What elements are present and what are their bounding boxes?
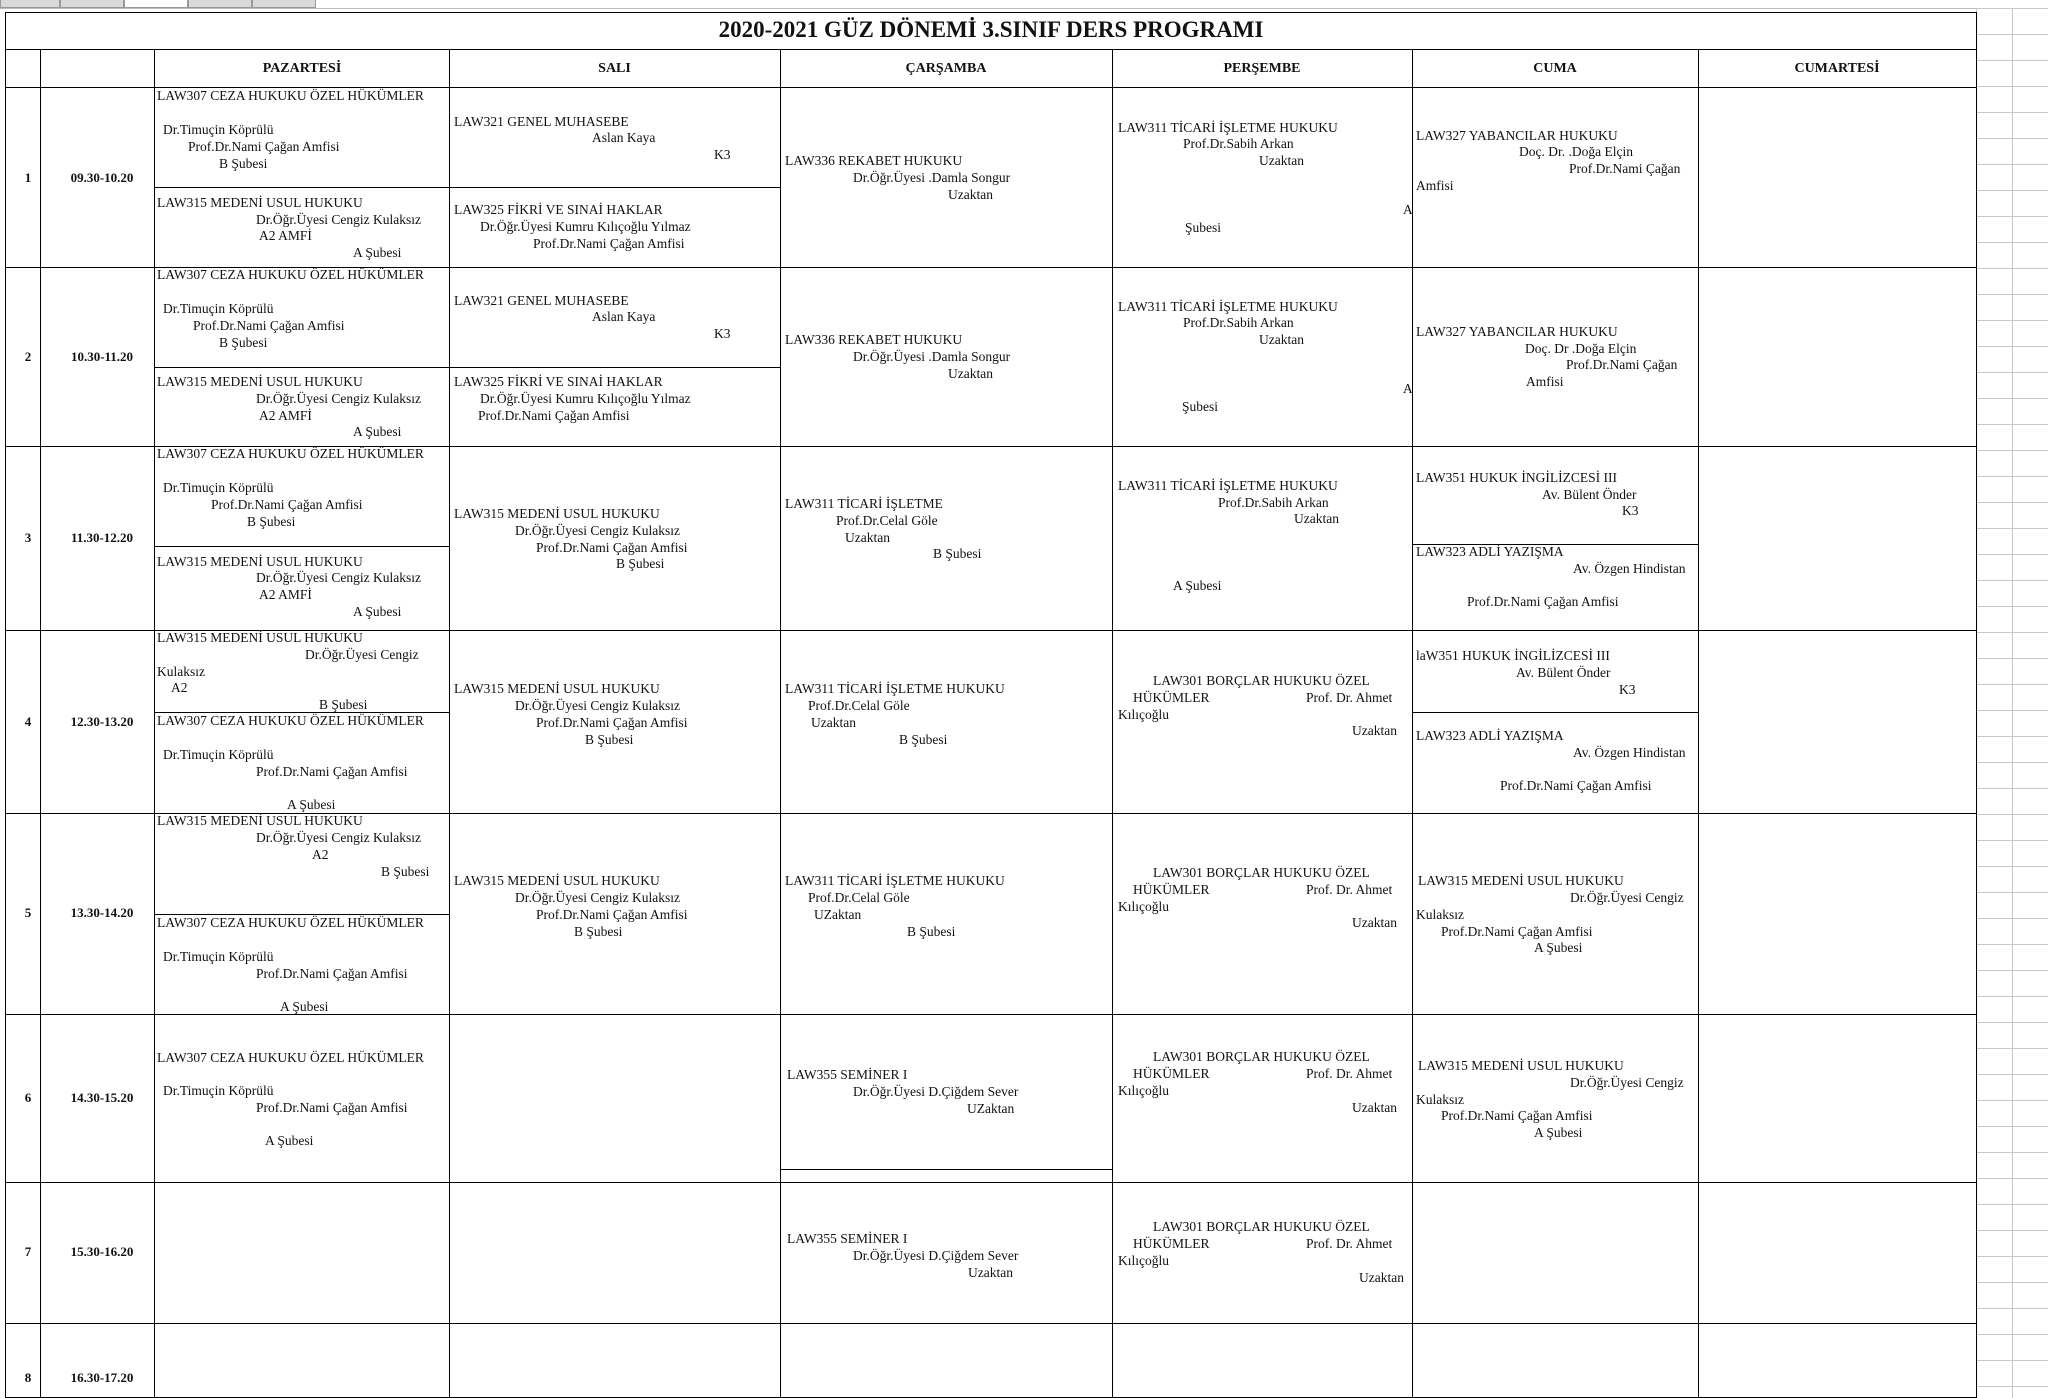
location: Prof.Dr.Nami Çağan Amfisi xyxy=(256,764,408,779)
location: Prof.Dr.Nami Çağan Amfisi xyxy=(533,236,685,251)
day-header-friday: CUMA xyxy=(1533,61,1577,76)
instructor: Prof.Dr.Celal Göle xyxy=(808,698,910,713)
location: Prof.Dr.Nami Çağan Amfisi xyxy=(536,907,688,922)
section: B Şubesi xyxy=(319,697,368,712)
course-code: LAW307 CEZA HUKUKU ÖZEL HÜKÜMLER xyxy=(157,915,424,930)
location: Uzaktan xyxy=(1352,723,1397,738)
location: Prof.Dr.Nami Çağan Amfisi xyxy=(256,966,408,981)
instructor: Dr.Öğr.Üyesi .Damla Songur xyxy=(853,170,1011,185)
time-slot: 16.30-17.20 xyxy=(70,1370,134,1385)
location: Prof.Dr.Nami Çağan Amfisi xyxy=(1441,1108,1593,1123)
location: Uzaktan xyxy=(1359,1270,1404,1285)
section-letter: A xyxy=(1403,202,1413,217)
sheet-tab[interactable] xyxy=(188,0,252,8)
course-code: LAW315 MEDENİ USUL HUKUKU xyxy=(454,873,660,888)
location: Prof.Dr.Nami Çağan Amfisi xyxy=(188,139,340,154)
instructor: Dr.Öğr.Üyesi Kumru Kılıçoğlu Yılmaz xyxy=(480,219,691,234)
section: B Şubesi xyxy=(933,546,982,561)
course-code: LAW355 SEMİNER I xyxy=(787,1067,908,1082)
course-code: LAW311 TİCARİ İŞLETME xyxy=(785,496,943,511)
instructor: Dr.Timuçin Köprülü xyxy=(163,480,274,495)
course-code: HÜKÜMLER xyxy=(1133,1236,1210,1251)
instructor: Dr.Öğr.Üyesi Cengiz xyxy=(305,647,419,662)
time-slot: 11.30-12.20 xyxy=(70,530,134,545)
course-code: LAW315 MEDENİ USUL HUKUKU xyxy=(454,506,660,521)
location: A2 xyxy=(171,680,188,695)
location: Uzaktan xyxy=(811,715,856,730)
location: Amfisi xyxy=(1416,178,1454,193)
instructor: Kulaksız xyxy=(157,664,205,679)
section: Şubesi xyxy=(1182,399,1219,414)
day-header-wednesday: ÇARŞAMBA xyxy=(905,61,987,76)
instructor: Prof.Dr.Sabih Arkan xyxy=(1183,315,1294,330)
course-code: LAW311 TİCARİ İŞLETME HUKUKU xyxy=(1118,478,1338,493)
row-number: 5 xyxy=(24,905,32,920)
course-code: HÜKÜMLER xyxy=(1133,882,1210,897)
instructor: Dr.Öğr.Üyesi D.Çiğdem Sever xyxy=(853,1248,1019,1263)
instructor: Prof. Dr. Ahmet xyxy=(1306,690,1393,705)
location: Prof.Dr.Nami Çağan Amfisi xyxy=(478,408,630,423)
course-code: LAW307 CEZA HUKUKU ÖZEL HÜKÜMLER xyxy=(157,446,424,461)
section: Şubesi xyxy=(1185,220,1222,235)
course-code: LAW311 TİCARİ İŞLETME HUKUKU xyxy=(1118,299,1338,314)
row-number: 7 xyxy=(24,1244,32,1259)
row-number: 4 xyxy=(24,714,32,729)
location: Uzaktan xyxy=(1352,1100,1397,1115)
course-code: LAW307 CEZA HUKUKU ÖZEL HÜKÜMLER xyxy=(157,88,424,103)
course-code: LAW315 MEDENİ USUL HUKUKU xyxy=(454,681,660,696)
instructor: Dr.Öğr.Üyesi Cengiz Kulaksız xyxy=(256,830,421,845)
instructor: Prof.Dr.Celal Göle xyxy=(836,513,938,528)
course-code: LAW323 ADLİ YAZIŞMA xyxy=(1416,544,1564,559)
instructor: Dr.Öğr.Üyesi Cengiz Kulaksız xyxy=(256,391,421,406)
sheet-tab[interactable] xyxy=(252,0,316,8)
section: B Şubesi xyxy=(616,556,665,571)
location: Uzaktan xyxy=(948,366,993,381)
course-code: LAW315 MEDENİ USUL HUKUKU xyxy=(157,195,363,210)
course-code: LAW311 TİCARİ İŞLETME HUKUKU xyxy=(1118,120,1338,135)
instructor: Dr.Öğr.Üyesi Cengiz Kulaksız xyxy=(515,523,680,538)
location: Uzaktan xyxy=(1259,153,1304,168)
instructor: Dr.Öğr.Üyesi Cengiz xyxy=(1570,1075,1684,1090)
instructor: Dr.Öğr.Üyesi Cengiz xyxy=(1570,890,1684,905)
location: Prof.Dr.Nami Çağan Amfisi xyxy=(1500,778,1652,793)
course-code: LAW327 YABANCILAR HUKUKU xyxy=(1416,324,1618,339)
section: A Şubesi xyxy=(265,1133,314,1148)
instructor: Dr.Timuçin Köprülü xyxy=(163,1083,274,1098)
course-code: LAW327 YABANCILAR HUKUKU xyxy=(1416,128,1618,143)
row-number: 2 xyxy=(24,349,32,364)
row-number: 6 xyxy=(24,1090,32,1105)
section: B Şubesi xyxy=(907,924,956,939)
row-number: 3 xyxy=(24,530,32,545)
course-code: LAW321 GENEL MUHASEBE xyxy=(454,114,629,129)
course-code: LAW315 MEDENİ USUL HUKUKU xyxy=(1418,873,1624,888)
schedule-table xyxy=(5,12,1977,1398)
course-code: laW351 HUKUK İNGİLİZCESİ III xyxy=(1416,648,1610,663)
location: Prof.Dr.Nami Çağan Amfisi xyxy=(536,540,688,555)
instructor: Av. Bülent Önder xyxy=(1516,665,1611,680)
row-number: 1 xyxy=(24,170,32,185)
location: A2 AMFİ xyxy=(259,228,312,243)
spreadsheet-grid-margin xyxy=(1976,8,2048,1398)
section-letter: A xyxy=(1403,381,1413,396)
course-code: LAW301 BORÇLAR HUKUKU ÖZEL xyxy=(1153,1049,1370,1064)
location: Uzaktan xyxy=(1259,332,1304,347)
course-code: LAW307 CEZA HUKUKU ÖZEL HÜKÜMLER xyxy=(157,267,424,282)
location: K3 xyxy=(714,147,731,162)
time-slot: 14.30-15.20 xyxy=(70,1090,134,1105)
course-code: LAW336 REKABET HUKUKU xyxy=(785,332,963,347)
course-code: LAW325 FİKRİ VE SINAİ HAKLAR xyxy=(454,374,663,389)
course-code: LAW307 CEZA HUKUKU ÖZEL HÜKÜMLER xyxy=(157,713,424,728)
section: B Şubesi xyxy=(219,335,268,350)
section: B Şubesi xyxy=(219,156,268,171)
section: A Şubesi xyxy=(353,604,402,619)
location: Amfisi xyxy=(1526,374,1564,389)
page-title: 2020-2021 GÜZ DÖNEMİ 3.SINIF DERS PROGRAMI xyxy=(718,17,1264,42)
location: A2 xyxy=(312,847,329,862)
course-code: LAW315 MEDENİ USUL HUKUKU xyxy=(1418,1058,1624,1073)
day-header-monday: PAZARTESİ xyxy=(262,61,342,76)
sheet-tabs xyxy=(0,0,316,7)
instructor: Dr.Öğr.Üyesi Cengiz Kulaksız xyxy=(256,212,421,227)
instructor: Dr.Öğr.Üyesi Cengiz Kulaksız xyxy=(515,890,680,905)
day-header-saturday: CUMARTESİ xyxy=(1794,61,1880,76)
instructor: Prof.Dr.Sabih Arkan xyxy=(1183,136,1294,151)
instructor: Prof.Dr.Nami Çağan xyxy=(1569,161,1681,176)
instructor: Prof.Dr.Sabih Arkan xyxy=(1218,495,1329,510)
instructor: Kulaksız xyxy=(1416,1092,1464,1107)
course-code: LAW355 SEMİNER I xyxy=(787,1231,908,1246)
section: A Şubesi xyxy=(1173,578,1222,593)
course-code: LAW307 CEZA HUKUKU ÖZEL HÜKÜMLER xyxy=(157,1050,424,1065)
instructor: Av. Bülent Önder xyxy=(1542,487,1637,502)
time-slot: 15.30-16.20 xyxy=(70,1244,134,1259)
instructor: Dr.Timuçin Köprülü xyxy=(163,122,274,137)
location: K3 xyxy=(714,326,731,341)
location: Uzaktan xyxy=(845,530,890,545)
sheet-tab[interactable] xyxy=(60,0,124,8)
instructor: Prof.Dr.Nami Çağan xyxy=(1566,357,1678,372)
instructor: Dr.Öğr.Üyesi Cengiz Kulaksız xyxy=(515,698,680,713)
instructor: Dr.Öğr.Üyesi Cengiz Kulaksız xyxy=(256,570,421,585)
course-code: LAW336 REKABET HUKUKU xyxy=(785,153,963,168)
instructor: Doç. Dr .Doğa Elçin xyxy=(1525,341,1637,356)
section: B Şubesi xyxy=(247,514,296,529)
location: Prof.Dr.Nami Çağan Amfisi xyxy=(536,715,688,730)
section: B Şubesi xyxy=(585,732,634,747)
course-code: HÜKÜMLER xyxy=(1133,690,1210,705)
location: Prof.Dr.Nami Çağan Amfisi xyxy=(193,318,345,333)
section: B Şubesi xyxy=(899,732,948,747)
location: Uzaktan xyxy=(948,187,993,202)
time-slot: 09.30-10.20 xyxy=(70,170,134,185)
location: Prof.Dr.Nami Çağan Amfisi xyxy=(1441,924,1593,939)
location: UZaktan xyxy=(814,907,862,922)
location: Prof.Dr.Nami Çağan Amfisi xyxy=(1467,594,1619,609)
course-code: LAW321 GENEL MUHASEBE xyxy=(454,293,629,308)
location: Uzaktan xyxy=(1294,511,1339,526)
section: A Şubesi xyxy=(1534,940,1583,955)
instructor: Kılıçoğlu xyxy=(1118,899,1169,914)
instructor: Aslan Kaya xyxy=(592,130,656,145)
time-slot: 12.30-13.20 xyxy=(70,714,134,729)
section: A Şubesi xyxy=(280,999,329,1014)
course-code: LAW325 FİKRİ VE SINAİ HAKLAR xyxy=(454,202,663,217)
day-header-thursday: PERŞEMBE xyxy=(1223,61,1301,76)
location: K3 xyxy=(1622,503,1639,518)
instructor: Dr.Timuçin Köprülü xyxy=(163,949,274,964)
location: A2 AMFİ xyxy=(259,408,312,423)
location: A2 AMFİ xyxy=(259,587,312,602)
instructor: Kılıçoğlu xyxy=(1118,1253,1169,1268)
instructor: Av. Özgen Hindistan xyxy=(1573,561,1686,576)
section: B Şubesi xyxy=(574,924,623,939)
course-code: LAW301 BORÇLAR HUKUKU ÖZEL xyxy=(1153,673,1370,688)
instructor: Prof. Dr. Ahmet xyxy=(1306,1066,1393,1081)
course-code: LAW301 BORÇLAR HUKUKU ÖZEL xyxy=(1153,865,1370,880)
time-slot: 13.30-14.20 xyxy=(70,905,134,920)
instructor: Doç. Dr. .Doğa Elçin xyxy=(1519,144,1633,159)
location: Prof.Dr.Nami Çağan Amfisi xyxy=(211,497,363,512)
instructor: Kılıçoğlu xyxy=(1118,707,1169,722)
instructor: Dr.Öğr.Üyesi D.Çiğdem Sever xyxy=(853,1084,1019,1099)
instructor: Dr.Timuçin Köprülü xyxy=(163,301,274,316)
instructor: Kılıçoğlu xyxy=(1118,1083,1169,1098)
instructor: Dr.Öğr.Üyesi .Damla Songur xyxy=(853,349,1011,364)
section: A Şubesi xyxy=(353,245,402,260)
course-code: LAW311 TİCARİ İŞLETME HUKUKU xyxy=(785,681,1005,696)
sheet-tab-active[interactable] xyxy=(124,0,188,8)
sheet-tab[interactable] xyxy=(0,0,60,8)
instructor: Kulaksız xyxy=(1416,907,1464,922)
instructor: Av. Özgen Hindistan xyxy=(1573,745,1686,760)
instructor: Prof. Dr. Ahmet xyxy=(1306,882,1393,897)
instructor: Prof.Dr.Celal Göle xyxy=(808,890,910,905)
course-code: LAW315 MEDENİ USUL HUKUKU xyxy=(157,630,363,645)
location: Uzaktan xyxy=(968,1265,1013,1280)
section: B Şubesi xyxy=(381,864,430,879)
section: A Şubesi xyxy=(1534,1125,1583,1140)
course-code: LAW351 HUKUK İNGİLİZCESİ III xyxy=(1416,470,1617,485)
course-code: LAW315 MEDENİ USUL HUKUKU xyxy=(157,374,363,389)
course-code: LAW311 TİCARİ İŞLETME HUKUKU xyxy=(785,873,1005,888)
instructor: Aslan Kaya xyxy=(592,309,656,324)
instructor: Prof. Dr. Ahmet xyxy=(1306,1236,1393,1251)
course-code: LAW315 MEDENİ USUL HUKUKU xyxy=(157,554,363,569)
course-code: LAW323 ADLİ YAZIŞMA xyxy=(1416,728,1564,743)
row-number: 8 xyxy=(24,1370,32,1385)
location: K3 xyxy=(1619,682,1636,697)
course-code: LAW301 BORÇLAR HUKUKU ÖZEL xyxy=(1153,1219,1370,1234)
instructor: Dr.Timuçin Köprülü xyxy=(163,747,274,762)
section: A Şubesi xyxy=(287,797,336,812)
location: Uzaktan xyxy=(1352,915,1397,930)
section: A Şubesi xyxy=(353,424,402,439)
course-code: LAW315 MEDENİ USUL HUKUKU xyxy=(157,813,363,828)
day-header-tuesday: SALI xyxy=(598,61,631,76)
location: UZaktan xyxy=(967,1101,1015,1116)
location: Prof.Dr.Nami Çağan Amfisi xyxy=(256,1100,408,1115)
time-slot: 10.30-11.20 xyxy=(70,349,134,364)
course-code: HÜKÜMLER xyxy=(1133,1066,1210,1081)
instructor: Dr.Öğr.Üyesi Kumru Kılıçoğlu Yılmaz xyxy=(480,391,691,406)
